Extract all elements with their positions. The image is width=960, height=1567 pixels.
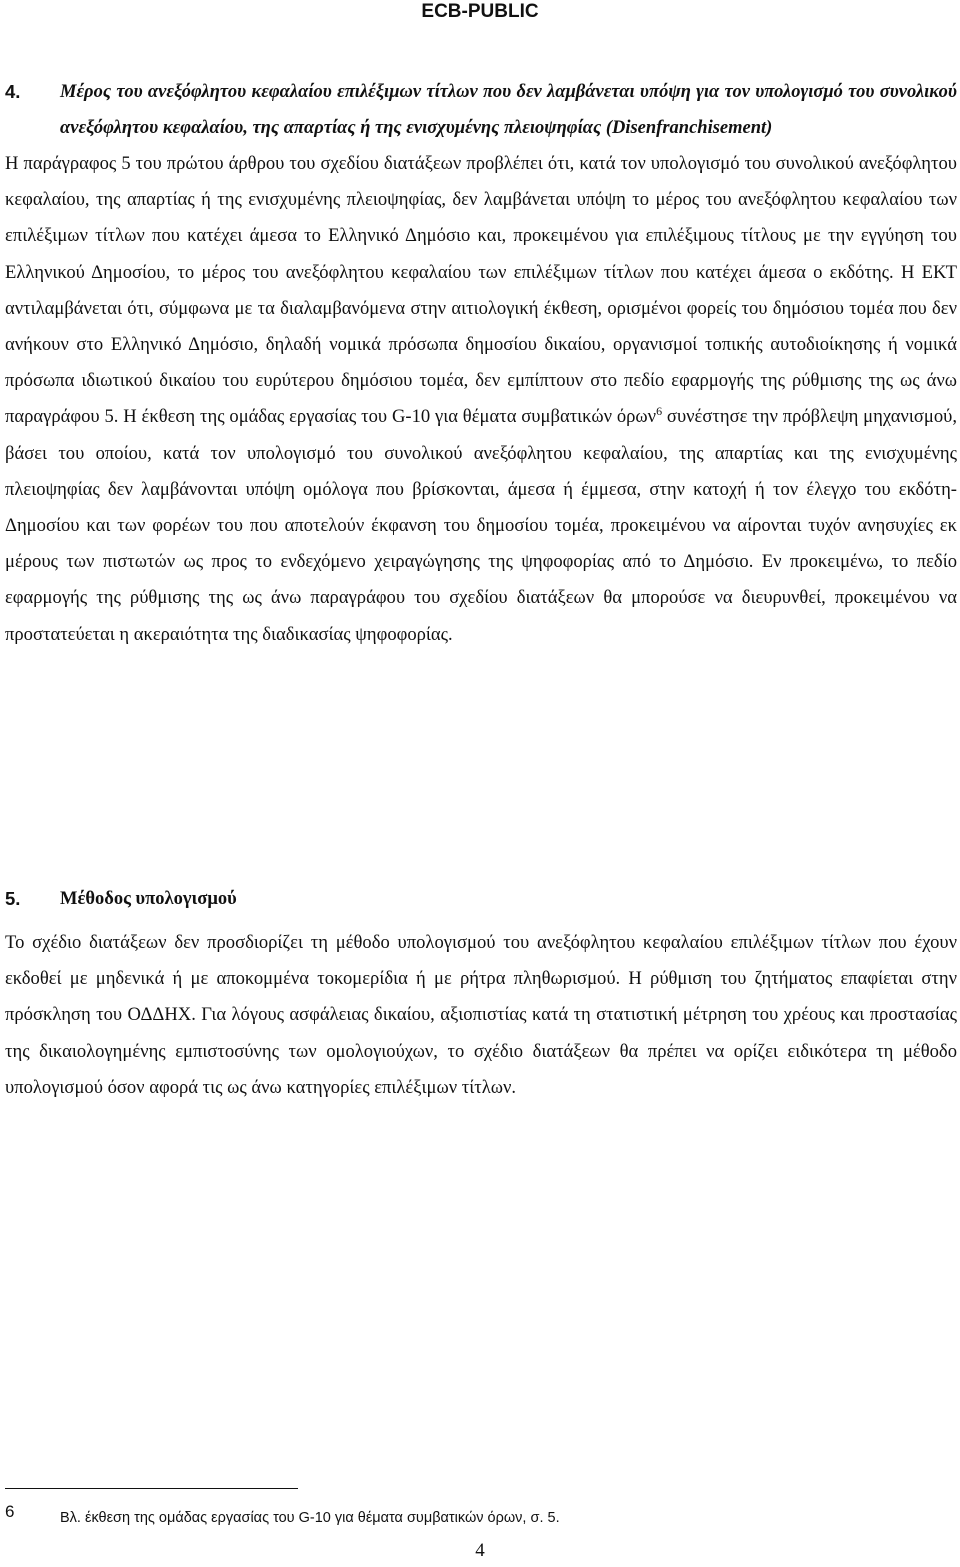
section-4-title: Μέρος του ανεξόφλητου κεφαλαίου επιλέξιμων τίτλων που δεν λαμβάνεται υπόψη για τον υπολογισμό του συνολικού ανεξόφλητου κεφαλαίου, της απαρτίας ή της ενισχυμένης πλειοψηφίας (Disenfranchisement) — [60, 82, 957, 138]
section-5-paragraph: Το σχέδιο διατάξεων δεν προσδιορίζει τη μέθοδο υπολογισμού του ανεξόφλητου κεφαλαίου επιλέξιμων τίτλων που έχουν εκδοθεί με μηδενικά ή με αποκομμένα τοκομερίδια ή με ρήτρα πληθωρισμού. Η ρύθμιση του ζητήματος επαφίεται στην πρόσκληση του ΟΔΔΗΧ. Για λόγους ασφάλειας δικαίου, αξιοπιστίας κατά τη στατιστική μέτρηση του χρέους και προστασίας της δικαιολογημένης εμπιστοσύνης των ομολογιούχων, το σχέδιο διατάξεων θα πρέπει να ορίζει ειδικότερα τη μέθοδο υπολογισμού όσον αφορά τις ως άνω κατηγορίες επιλέξιμων τίτλων. — [5, 932, 957, 1098]
footnote-text: Βλ. έκθεση της ομάδας εργασίας του G-10 για θέματα συμβατικών όρων, σ. 5. — [60, 1510, 560, 1526]
section-5 — [5, 881, 957, 1106]
section-4-paragraph — [5, 146, 957, 653]
section-4-paragraph-part1: Η παράγραφος 5 του πρώτου άρθρου του σχεδίου διατάξεων προβλέπει ότι, κατά τον υπολογισμό του συνολικού ανεξόφλητου κεφαλαίου, της απαρτίας ή της ενισχυμένης πλειοψηφίας, δεν λαμβάνεται υπόψη το μέρος του ανεξόφλητου κεφαλαίου των επιλέξιμων τίτλων που κατέχει άμεσα το Ελληνικό Δημόσιο και, προκειμένου για επιλέξιμους τίτλους με την εγγύηση του Ελληνικού Δημοσίου, το μέρος του ανεξόφλητου κεφαλαίου των επιλέξιμων τίτλων που κατέχει άμεσα ο εκδότης. Η ΕΚΤ αντιλαμβάνεται ότι, σύμφωνα με τα διαλαμβανόμενα στην αιτιολογική έκθεση, ορισμένοι φορείς του δημόσιου τομέα που δεν ανήκουν στο Ελληνικό Δημόσιο, δηλαδή νομικά πρόσωπα δημοσίου δικαίου, οργανισμοί τοπικής αυτοδιοίκησης ή νομικά πρόσωπα ιδιωτικού δικαίου του ευρύτερου δημόσιου τομέα, δεν εμπίπτουν στο πεδίο εφαρμογής της ρύθμισης της ως άνω παραγράφου 5. Η έκθεση της ομάδας εργασίας του G-10 για θέματα συμβατικών όρων — [5, 153, 957, 428]
section-4 — [5, 74, 957, 653]
footnote-reference: 6 — [656, 404, 663, 419]
section-5-title: Μέθοδος υπολογισμού — [60, 889, 237, 909]
footnote-separator — [5, 1488, 298, 1489]
footnote-number: 6 — [5, 1502, 15, 1521]
page-number: 4 — [475, 1540, 485, 1561]
section-5-heading — [5, 881, 957, 917]
document-classification-header: ECB-PUBLIC — [421, 1, 539, 22]
section-4-heading — [5, 74, 957, 146]
section-5-number: 5. — [5, 888, 21, 909]
section-4-number: 4. — [5, 81, 21, 102]
section-4-paragraph-part2: συνέστησε την πρόβλεψη μηχανισμού, βάσει του οποίου, κατά τον υπολογισμό του συνολικού ανεξόφλητου κεφαλαίου, της απαρτίας και της ενισχυμένης πλειοψηφίας δεν λαμβάνονται υπόψη ομόλογα που βρίσκονται, άμεσα ή έμμεσα, στην κατοχή ή τον έλεγχο του εκδότη-Δημοσίου και των φορέων του που αποτελούν έκφανση του δημοσίου τομέα, προκειμένου να αίρονται τυχόν ανησυχίες εκ μέρους των πιστωτών ως προς το ενδεχόμενο χειραγώγησης της ψηφοφορίας από το Δημόσιο. Εν προκειμένω, το πεδίο εφαρμογής της ρύθμισης της ως άνω παραγράφου του σχεδίου διατάξεων θα μπορούσε να διευρυνθεί, προκειμένου να προστατεύεται η ακεραιότητα της διαδικασίας ψηφοφορίας. — [5, 406, 957, 645]
